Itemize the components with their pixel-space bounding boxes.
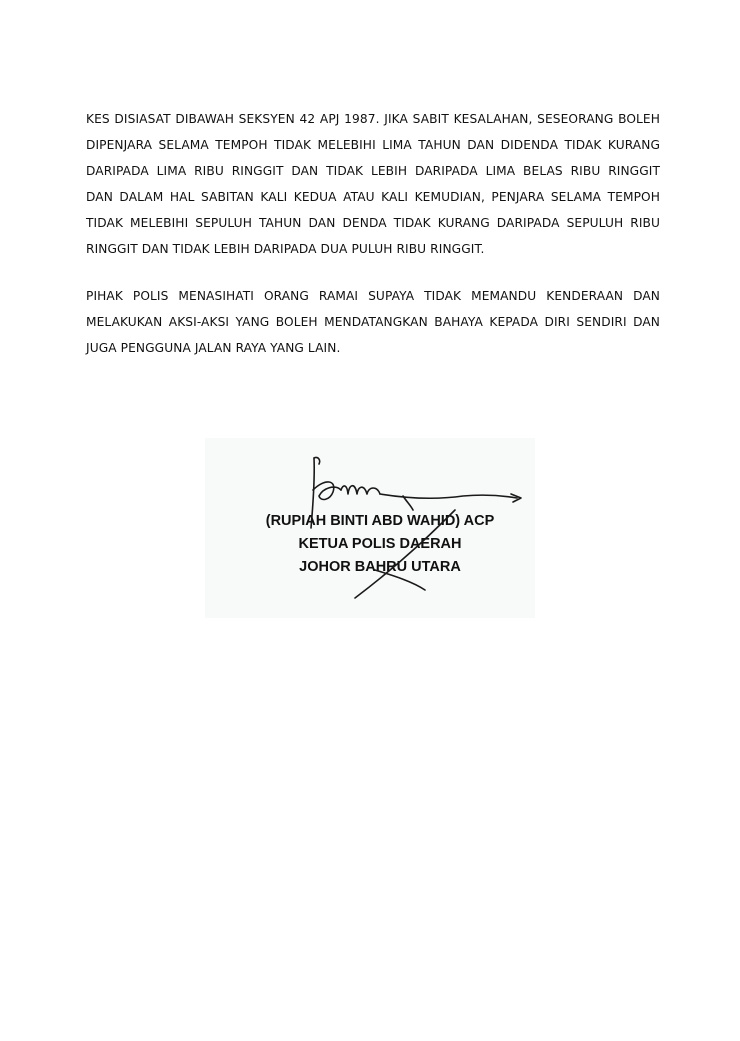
- paragraph-line: RINGGIT DAN TIDAK LEBIH DARIPADA DUA PULUH RIBU RINGGIT.: [86, 242, 485, 256]
- signatory-title: KETUA POLIS DAERAH: [298, 536, 462, 552]
- paragraph-line: KES DISIASAT DIBAWAH SEKSYEN 42 APJ 1987. JIKA SABIT KESALAHAN, SESEORANG BOLEH: [86, 112, 660, 126]
- paragraph-line: TIDAK MELEBIHI SEPULUH TAHUN DAN DENDA TIDAK KURANG DARIPADA SEPULUH RIBU: [86, 216, 660, 230]
- paragraph-line: JUGA PENGGUNA JALAN RAYA YANG LAIN.: [86, 341, 341, 355]
- signatory-name: (RUPIAH BINTI ABD WAHID) ACP: [265, 513, 495, 529]
- paragraph-line: DIPENJARA SELAMA TEMPOH TIDAK MELEBIHI LIMA TAHUN DAN DIDENDA TIDAK KURANG: [86, 138, 660, 152]
- paragraph-line: PIHAK POLIS MENASIHATI ORANG RAMAI SUPAYA TIDAK MEMANDU KENDERAAN DAN: [86, 289, 660, 303]
- paragraph-line: DARIPADA LIMA RIBU RINGGIT DAN TIDAK LEBIH DARIPADA LIMA BELAS RIBU RINGGIT: [86, 164, 660, 178]
- paragraph-police-advice: [86, 283, 660, 361]
- signatory-district: JOHOR BAHRU UTARA: [299, 559, 461, 575]
- signature-block: [230, 510, 530, 579]
- paragraph-line: MELAKUKAN AKSI-AKSI YANG BOLEH MENDATANGKAN BAHAYA KEPADA DIRI SENDIRI DAN: [86, 315, 660, 329]
- paragraph-case-penalty: [86, 106, 660, 262]
- paragraph-line: DAN DALAM HAL SABITAN KALI KEDUA ATAU KALI KEMUDIAN, PENJARA SELAMA TEMPOH: [86, 190, 660, 204]
